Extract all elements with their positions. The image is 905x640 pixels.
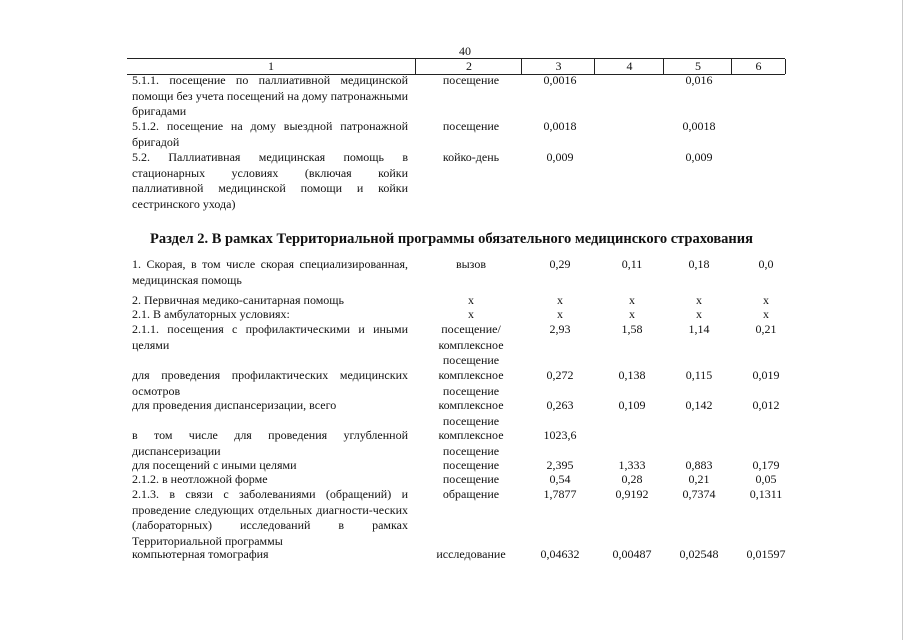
row-value-col4: х [629,293,635,307]
row-value-col5: 0,0018 [682,119,716,133]
row-value-col6: 0,179 [752,458,780,472]
row-name: 2.1.3. в связи с заболеваниями (обращений) и проведение следующих отдельных диагности-ческих (лабораторных) исследований в рамках Территориальной программы [132,487,408,548]
row-value-col4: 0,28 [621,472,643,486]
header-col-3: 3 [521,59,595,74]
row-value-col4: 0,00487 [612,547,652,561]
row-value-col6: 0,019 [752,368,780,382]
row-name: 2.1.1. посещения с профилактическими и иными целями [132,322,408,352]
row-value-col5: 0,02548 [679,547,719,561]
row-value-col3: 1023,6 [543,428,577,442]
row-value-col4: 0,109 [618,398,646,412]
row-value-col5: 0,883 [685,458,713,472]
row-name: 5.2. Паллиативная медицинская помощь в стационарных условиях (включая койки паллиативной медицинской помощи и койки сестринского ухода) [132,150,408,211]
row-unit: койко-день [442,150,500,164]
row-value-col5: 0,7374 [682,487,716,501]
row-value-col6: х [763,307,769,321]
header-col-4: 4 [594,59,664,74]
row-value-col5: 1,14 [688,322,710,336]
row-name: 2.1. В амбулаторных условиях: [132,307,290,321]
row-unit: комплексное посещение [438,368,504,398]
row-value-col5: 0,142 [685,398,713,412]
row-value-col5: 0,009 [685,150,713,164]
row-unit: посещение/ комплексное посещение [438,322,504,367]
row-value-col3: 0,009 [546,150,574,164]
row-value-col5: х [696,307,702,321]
page-number: 40 [459,44,471,58]
row-name: для проведения диспансеризации, всего [132,398,337,412]
row-unit: комплексное посещение [438,398,504,428]
row-unit: вызов [455,257,487,271]
row-name: в том числе для проведения углубленной диспансеризации [132,428,408,458]
row-value-col6: 0,05 [755,472,777,486]
row-name: 2. Первичная медико-санитарная помощь [132,293,345,307]
row-value-col5: 0,115 [685,368,713,382]
row-name: компьютерная томография [132,547,269,561]
row-value-col3: 2,93 [549,322,571,336]
header-col-1: 1 [268,59,274,73]
header-col-2: 2 [415,59,522,74]
row-value-col3: 0,263 [546,398,574,412]
section-title: Раздел 2. В рамках Территориальной программы обязательного медицинского страхования [150,231,753,247]
row-unit: посещение [442,119,500,133]
row-value-col3: 0,29 [549,257,571,271]
row-value-col6: 0,1311 [749,487,783,501]
row-unit: х [468,307,474,321]
row-value-col6: 0,012 [752,398,780,412]
row-unit: посещение [442,458,500,472]
row-name: 2.1.2. в неотложной форме [132,472,268,486]
row-value-col4: 0,11 [621,257,643,271]
row-value-col4: 1,58 [621,322,643,336]
row-name: для проведения профилактических медицинских осмотров [132,368,408,398]
row-value-col6: 0,21 [755,322,777,336]
row-unit: комплексное посещение [438,428,504,458]
row-value-col5: 0,016 [685,73,713,87]
row-unit: посещение [442,73,500,87]
row-value-col3: 0,04632 [540,547,580,561]
page-edge-divider [902,0,903,640]
row-unit: х [468,293,474,307]
row-value-col6: 0,0 [758,257,774,271]
row-value-col3: 0,0018 [543,119,577,133]
row-value-col5: 0,21 [688,472,710,486]
row-name: 5.1.2. посещение на дому выездной патронажной бригадой [132,119,408,149]
row-value-col3: 1,7877 [543,487,577,501]
row-value-col3: 0,54 [549,472,571,486]
row-value-col6: х [763,293,769,307]
row-unit: исследование [436,547,506,561]
row-value-col4: 1,333 [618,458,646,472]
row-unit: обращение [442,487,500,501]
row-value-col6: 0,01597 [746,547,786,561]
header-col-5: 5 [663,59,732,74]
row-value-col3: 0,0016 [543,73,577,87]
row-value-col3: х [557,293,563,307]
row-value-col4: х [629,307,635,321]
row-unit: посещение [442,472,500,486]
row-value-col4: 0,138 [618,368,646,382]
row-value-col3: 2,395 [546,458,574,472]
row-value-col4: 0,9192 [615,487,649,501]
row-value-col5: х [696,293,702,307]
row-value-col3: 0,272 [546,368,574,382]
row-name: 5.1.1. посещение по паллиативной медицинской помощи без учета посещений на дому патронажными бригадами [132,73,408,118]
header-col-6: 6 [731,59,786,74]
row-name: для посещений с иными целями [132,458,297,472]
row-name: 1. Скорая, в том числе скорая специализированная, медицинская помощь [132,257,408,287]
row-value-col3: х [557,307,563,321]
row-value-col5: 0,18 [688,257,710,271]
